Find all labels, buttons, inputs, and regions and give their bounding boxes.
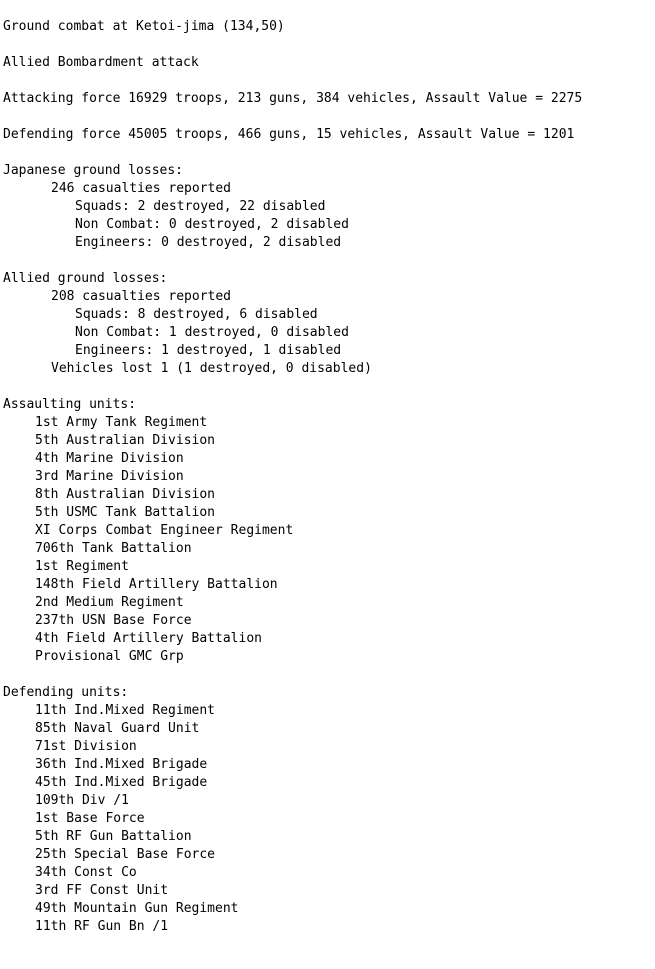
defending-force: Defending force 45005 troops, 466 guns, 15 vehicles, Assault Value = 1201 — [3, 127, 575, 142]
assaulting-units-heading: Assaulting units: — [3, 397, 137, 412]
assaulting-unit: XI Corps Combat Engineer Regiment — [35, 523, 294, 538]
defending-unit: 11th RF Gun Bn /1 — [35, 919, 169, 934]
spacer — [3, 36, 655, 54]
defending-unit: 109th Div /1 — [35, 793, 129, 808]
defending-unit: 3rd FF Const Unit — [35, 883, 169, 898]
assaulting-unit: 4th Marine Division — [35, 451, 184, 466]
assaulting-unit: 3rd Marine Division — [35, 469, 184, 484]
defending-unit: 45th Ind.Mixed Brigade — [35, 775, 208, 790]
defending-unit: 34th Const Co — [35, 865, 137, 880]
assaulting-unit: 5th Australian Division — [35, 433, 216, 448]
allied-squads: Squads: 8 destroyed, 6 disabled — [75, 307, 318, 322]
assaulting-unit: 1st Army Tank Regiment — [35, 415, 208, 430]
spacer — [3, 378, 655, 396]
assaulting-unit: Provisional GMC Grp — [35, 649, 184, 664]
defending-unit: 1st Base Force — [35, 811, 145, 826]
allied-losses-heading: Allied ground losses: — [3, 271, 168, 286]
assaulting-unit: 1st Regiment — [35, 559, 129, 574]
allied-vehicles-lost: Vehicles lost 1 (1 destroyed, 0 disabled) — [51, 361, 372, 376]
defending-units-heading: Defending units: — [3, 685, 129, 700]
defending-units-list — [3, 702, 655, 936]
allied-non-combat: Non Combat: 1 destroyed, 0 disabled — [75, 325, 349, 340]
defending-unit: 49th Mountain Gun Regiment — [35, 901, 239, 916]
defending-unit: 85th Naval Guard Unit — [35, 721, 200, 736]
assaulting-unit: 2nd Medium Regiment — [35, 595, 184, 610]
japanese-casualties: 246 casualties reported — [51, 181, 232, 196]
assaulting-unit: 8th Australian Division — [35, 487, 216, 502]
japanese-non-combat: Non Combat: 0 destroyed, 2 disabled — [75, 217, 349, 232]
assaulting-unit: 237th USN Base Force — [35, 613, 192, 628]
defending-unit: 71st Division — [35, 739, 137, 754]
defending-unit: 5th RF Gun Battalion — [35, 829, 192, 844]
report-title: Ground combat at Ketoi-jima (134,50) — [3, 19, 285, 34]
spacer — [3, 144, 655, 162]
japanese-losses-heading: Japanese ground losses: — [3, 163, 184, 178]
allied-engineers: Engineers: 1 destroyed, 1 disabled — [75, 343, 342, 358]
defending-unit: 25th Special Base Force — [35, 847, 216, 862]
defending-unit: 11th Ind.Mixed Regiment — [35, 703, 216, 718]
allied-casualties: 208 casualties reported — [51, 289, 232, 304]
spacer — [3, 72, 655, 90]
assaulting-unit: 5th USMC Tank Battalion — [35, 505, 216, 520]
assaulting-unit: 706th Tank Battalion — [35, 541, 192, 556]
assaulting-unit: 148th Field Artillery Battalion — [35, 577, 278, 592]
attack-type: Allied Bombardment attack — [3, 55, 199, 70]
spacer — [3, 666, 655, 684]
japanese-engineers: Engineers: 0 destroyed, 2 disabled — [75, 235, 342, 250]
assaulting-unit: 4th Field Artillery Battalion — [35, 631, 262, 646]
japanese-squads: Squads: 2 destroyed, 22 disabled — [75, 199, 326, 214]
assaulting-units-list — [3, 414, 655, 666]
spacer — [3, 252, 655, 270]
spacer — [3, 108, 655, 126]
attacking-force: Attacking force 16929 troops, 213 guns, 384 vehicles, Assault Value = 2275 — [3, 91, 583, 106]
defending-unit: 36th Ind.Mixed Brigade — [35, 757, 208, 772]
